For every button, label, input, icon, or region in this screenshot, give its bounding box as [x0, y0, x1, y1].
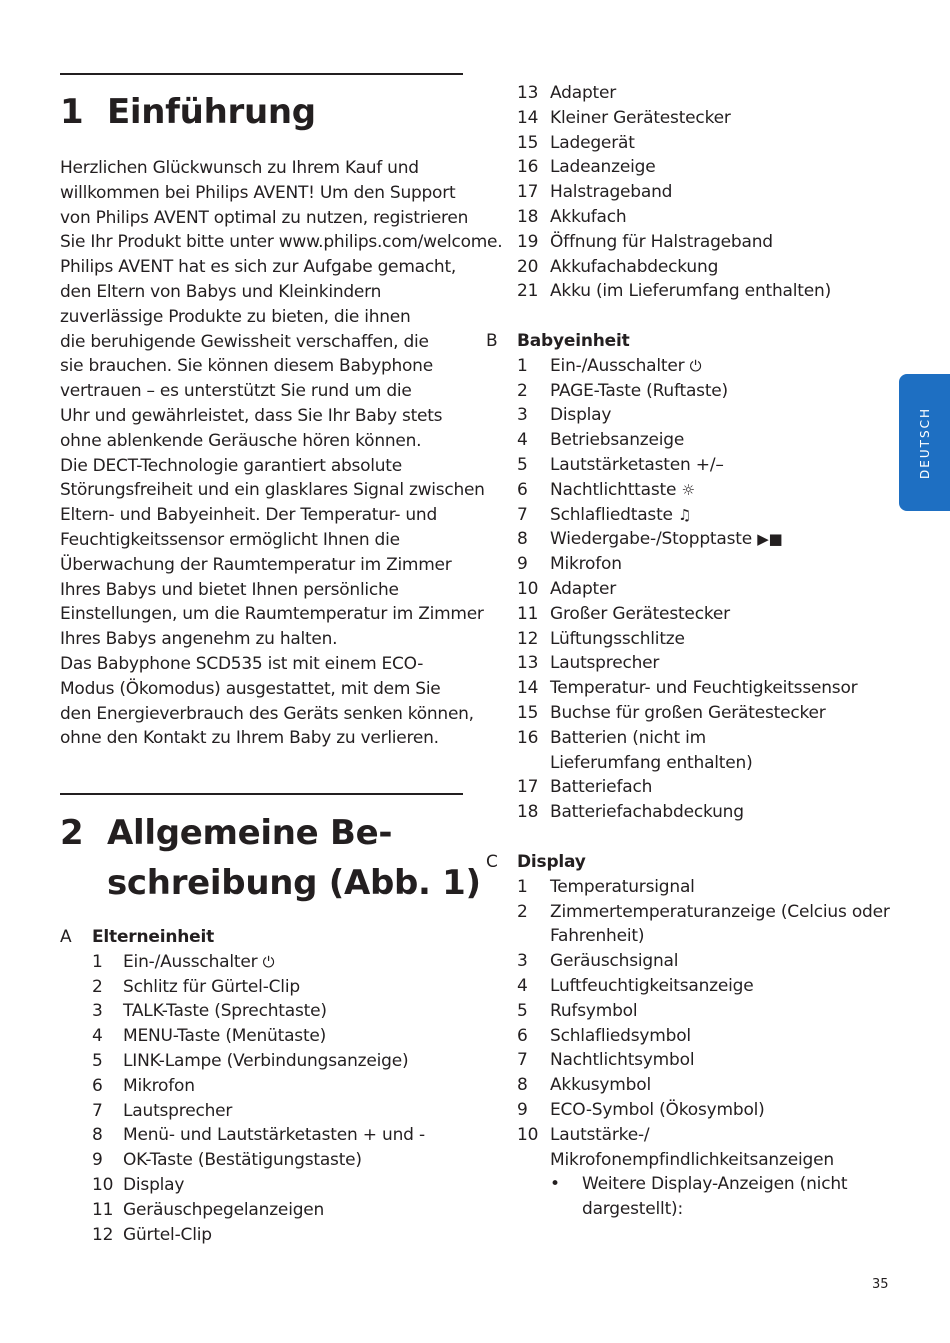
- bullet-text: Weitere Display-Anzeigen (nicht dargestellt):: [582, 1174, 848, 1220]
- list-item: 20 Akkufachabdeckung: [517, 256, 719, 277]
- intro-line: Überwachung der Raumtemperatur im Zimmer: [60, 554, 452, 575]
- list-item: 10 Display: [92, 1174, 185, 1195]
- group-b-title: Babyeinheit: [517, 331, 630, 351]
- list-item: 9 OK-Taste (Bestätigungstaste): [92, 1150, 362, 1171]
- intro-line: den Energieverbrauch des Geräts senken können,: [60, 703, 474, 724]
- group-b-list: [486, 329, 896, 825]
- group-c-heading: [486, 850, 896, 875]
- section1-top-rule: [60, 73, 463, 75]
- list-item: 7 Nachtlichtsymbol: [517, 1050, 695, 1071]
- list-item: 3 Display: [517, 405, 612, 426]
- group-c-list: [486, 850, 896, 1222]
- list-item: 6 Schlafliedsymbol: [517, 1025, 691, 1046]
- intro-line: Sie Ihr Produkt bitte unter www.philips.com/welcome.: [60, 232, 503, 253]
- list-item: 11 Großer Gerätestecker: [517, 603, 730, 624]
- list-item: 4 MENU-Taste (Menütaste): [92, 1026, 327, 1047]
- intro-line: Ihres Babys und bietet Ihnen persönliche: [60, 579, 399, 600]
- intro-line: ohne ablenkende Geräusche hören können.: [60, 430, 422, 451]
- list-item: 11 Geräuschpegelanzeigen: [92, 1199, 325, 1220]
- group-a-continued-list: [486, 81, 896, 304]
- section2-number: 2: [60, 813, 84, 853]
- list-item: 17 Halstrageband: [517, 182, 673, 203]
- intro-line: Philips AVENT hat es sich zur Aufgabe gemacht,: [60, 257, 457, 278]
- list-item: 3 Geräuschsignal: [517, 951, 679, 972]
- group-a-heading: [60, 925, 470, 950]
- list-item: 16 Batterien (nicht im Lieferumfang enthalten): [517, 727, 753, 773]
- list-item: 8 Akkusymbol: [517, 1075, 651, 1096]
- intro-line: sie brauchen. Sie können diesem Babyphone: [60, 356, 433, 377]
- list-item: 15 Buchse für großen Gerätestecker: [517, 702, 826, 723]
- intro-line: Herzlichen Glückwunsch zu Ihrem Kauf und: [60, 158, 419, 178]
- section2-top-rule: [60, 793, 463, 795]
- intro-line: Eltern- und Babyeinheit. Der Temperatur- und: [60, 505, 437, 526]
- list-item: 18 Batteriefachabdeckung: [517, 802, 744, 823]
- list-item: 7 Lautsprecher: [92, 1100, 233, 1121]
- list-item: 9 ECO-Symbol (Ökosymbol): [517, 1099, 765, 1120]
- list-item: 4 Betriebsanzeige: [517, 430, 685, 451]
- section1-heading: [60, 87, 470, 137]
- power-icon: ⏻: [262, 952, 275, 971]
- page-number: 35: [872, 1277, 889, 1292]
- list-item: 5 Rufsymbol: [517, 1000, 638, 1021]
- list-item: 7 Schlafliedtaste ♫: [517, 504, 692, 525]
- list-item: 1 Ein-/Ausschalter ⏻: [517, 355, 702, 376]
- sun-icon: ☼: [681, 480, 695, 499]
- intro-line: Die DECT-Technologie garantiert absolute: [60, 455, 402, 476]
- list-item: 19 Öffnung für Halstrageband: [517, 231, 773, 252]
- list-item: 2 Zimmertemperaturanzeige (Celcius oder Fahrenheit): [517, 901, 890, 947]
- list-item: 2 PAGE-Taste (Ruftaste): [517, 380, 728, 401]
- list-item: 17 Batteriefach: [517, 777, 653, 798]
- intro-line: Ihres Babys angenehm zu halten.: [60, 629, 338, 650]
- group-b-heading: [486, 329, 896, 354]
- section2-title-line2: schreibung (Abb. 1): [107, 863, 481, 903]
- section1-number: 1: [60, 92, 84, 132]
- music-note-icon: ♫: [678, 505, 692, 524]
- list-item: 16 Ladeanzeige: [517, 157, 656, 178]
- intro-line: zuverlässige Produkte zu bieten, die ihnen: [60, 306, 411, 327]
- list-item: 8 Menü- und Lautstärketasten + und -: [92, 1125, 425, 1146]
- list-item: 13 Adapter: [517, 83, 617, 103]
- group-a-letter: A: [60, 927, 72, 947]
- intro-line: Störungsfreiheit und ein glasklares Signal zwischen: [60, 480, 485, 501]
- intro-line: den Eltern von Babys und Kleinkindern: [60, 281, 382, 302]
- list-item: 5 Lautstärketasten +/–: [517, 454, 724, 475]
- list-item: 12 Gürtel-Clip: [92, 1224, 212, 1245]
- group-a-title: Elterneinheit: [92, 927, 215, 947]
- intro-line: willkommen bei Philips AVENT! Um den Support: [60, 182, 456, 203]
- list-item: 6 Mikrofon: [92, 1075, 195, 1096]
- intro-line: die beruhigende Gewissheit verschaffen, die: [60, 331, 429, 352]
- list-item: 18 Akkufach: [517, 206, 627, 227]
- play-stop-icon: ▶■: [757, 530, 783, 549]
- list-item: 8 Wiedergabe-/Stopptaste ▶■: [517, 529, 783, 550]
- language-label: DEUTSCH: [917, 406, 932, 479]
- group-b-letter: B: [486, 331, 498, 351]
- intro-paragraph: [60, 156, 503, 751]
- list-item: 3 TALK-Taste (Sprechtaste): [92, 1001, 327, 1022]
- list-item: 12 Lüftungsschlitze: [517, 628, 685, 649]
- list-item: 14 Kleiner Gerätestecker: [517, 107, 731, 128]
- list-item: 13 Lautsprecher: [517, 653, 660, 674]
- intro-line: vertrauen – es unterstützt Sie rund um die: [60, 381, 412, 402]
- list-item: 1 Ein-/Ausschalter ⏻: [92, 951, 275, 972]
- power-icon: ⏻: [689, 356, 702, 375]
- intro-line: von Philips AVENT optimal zu nutzen, registrieren: [60, 207, 469, 228]
- section2-title-line1: Allgemeine Be-: [107, 813, 393, 853]
- list-item: 21 Akku (im Lieferumfang enthalten): [517, 281, 832, 302]
- list-item: 10 Lautstärke-/ Mikrofonempfindlichkeitsanzeigen: [517, 1124, 834, 1170]
- bullet-item: [486, 1172, 896, 1222]
- language-side-tab: [899, 374, 950, 511]
- intro-line: Uhr und gewährleistet, dass Sie Ihr Baby stets: [60, 405, 443, 426]
- group-a-list: [60, 925, 470, 1247]
- list-item: 5 LINK-Lampe (Verbindungsanzeige): [92, 1050, 409, 1071]
- list-item: 4 Luftfeuchtigkeitsanzeige: [517, 975, 754, 996]
- intro-line: ohne den Kontakt zu Ihrem Baby zu verlieren.: [60, 728, 439, 749]
- list-item: 9 Mikrofon: [517, 554, 622, 575]
- list-item: 2 Schlitz für Gürtel-Clip: [92, 976, 300, 997]
- list-item: 10 Adapter: [517, 578, 617, 599]
- section2-heading: [60, 808, 481, 908]
- intro-line: Das Babyphone SCD535 ist mit einem ECO-: [60, 653, 424, 674]
- intro-line: Modus (Ökomodus) ausgestattet, mit dem Sie: [60, 678, 441, 699]
- bullet-icon: •: [550, 1174, 560, 1195]
- intro-line: Feuchtigkeitssensor ermöglicht Ihnen die: [60, 529, 400, 550]
- list-item: 6 Nachtlichttaste ☼: [517, 479, 695, 500]
- intro-line: Einstellungen, um die Raumtemperatur im Zimmer: [60, 604, 484, 625]
- list-item: 14 Temperatur- und Feuchtigkeitssensor: [517, 678, 858, 699]
- group-c-letter: C: [486, 852, 498, 872]
- section1-title: Einführung: [107, 92, 316, 132]
- group-c-title: Display: [517, 852, 586, 872]
- list-item: 1 Temperatursignal: [517, 876, 695, 897]
- list-item: 15 Ladegerät: [517, 132, 635, 153]
